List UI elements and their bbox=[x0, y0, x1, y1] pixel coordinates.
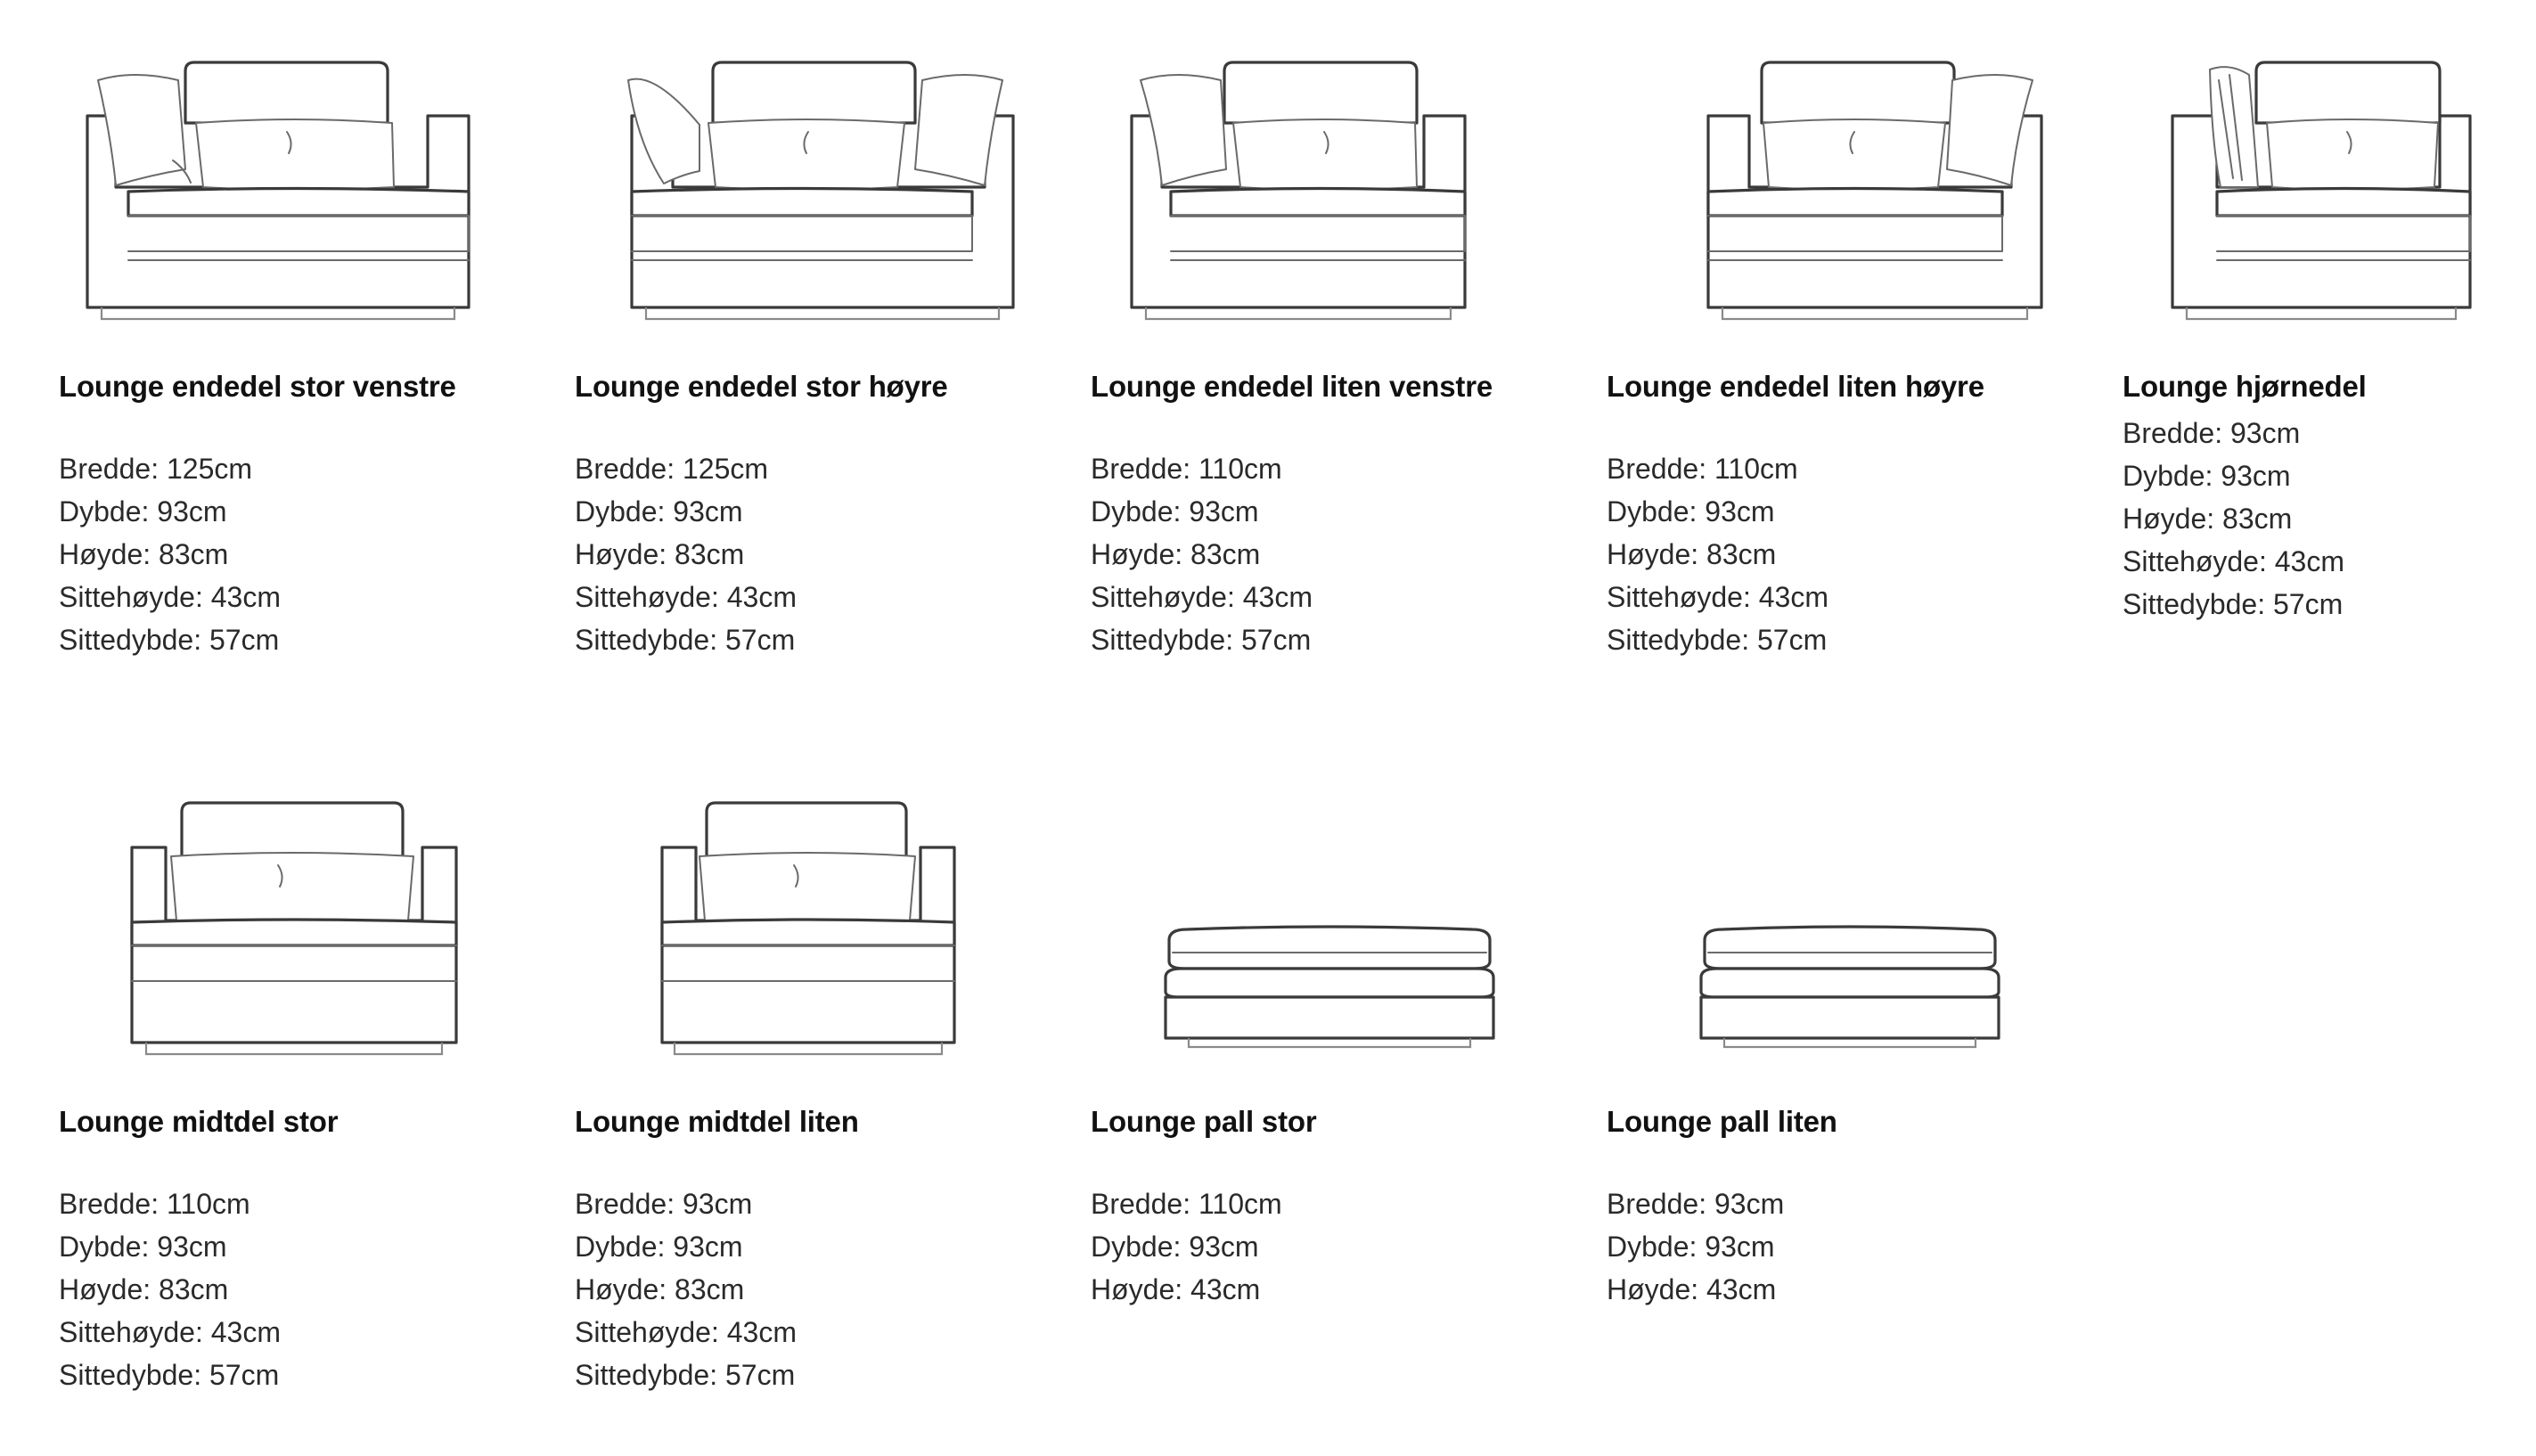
spec-value: 110cm bbox=[1714, 453, 1798, 485]
spec-value: 93cm bbox=[673, 495, 743, 528]
spec-label: Dybde bbox=[59, 495, 142, 528]
spec-row: Bredde: 93cm bbox=[2123, 417, 2301, 449]
product-title: Lounge endedel stor venstre bbox=[59, 370, 456, 403]
spec-label: Høyde bbox=[575, 538, 659, 570]
spec-list bbox=[2123, 412, 2344, 626]
spec-value: 57cm bbox=[725, 1359, 796, 1391]
sofa-end-small-right-icon bbox=[1687, 53, 2061, 330]
spec-label: Sittehøyde bbox=[59, 581, 195, 613]
spec-list bbox=[1607, 447, 1828, 661]
spec-row: Sittedybde: 57cm bbox=[2123, 588, 2344, 620]
product-card bbox=[2123, 53, 2536, 677]
spec-row: Høyde: 83cm bbox=[59, 538, 229, 570]
ottoman-large-icon bbox=[1160, 922, 1499, 1056]
spec-value: 57cm bbox=[1757, 624, 1828, 656]
spec-value: 83cm bbox=[1706, 538, 1777, 570]
product-card bbox=[1607, 53, 2106, 677]
spec-label: Dybde bbox=[575, 495, 658, 528]
spec-label: Bredde bbox=[59, 1188, 151, 1220]
spec-value: 93cm bbox=[1714, 1188, 1785, 1220]
spec-value: 43cm bbox=[726, 1316, 797, 1348]
spec-value: 43cm bbox=[1190, 1273, 1261, 1305]
spec-row: Sittedybde: 57cm bbox=[59, 624, 280, 656]
spec-value: 43cm bbox=[210, 1316, 281, 1348]
spec-value: 93cm bbox=[2221, 460, 2291, 492]
sofa-end-small-left-icon bbox=[1117, 53, 1492, 330]
spec-list bbox=[59, 447, 281, 661]
spec-value: 43cm bbox=[1706, 1273, 1777, 1305]
spec-label: Sittedybde bbox=[59, 1359, 194, 1391]
spec-row: Sittedybde: 57cm bbox=[1091, 624, 1312, 656]
spec-value: 83cm bbox=[159, 1273, 229, 1305]
spec-value: 93cm bbox=[1189, 495, 1259, 528]
spec-label: Sittehøyde bbox=[2123, 545, 2259, 577]
spec-row: Høyde: 83cm bbox=[2123, 503, 2293, 535]
spec-label: Sittedybde bbox=[575, 624, 710, 656]
product-card bbox=[1091, 53, 1590, 677]
spec-row: Dybde: 93cm bbox=[59, 495, 227, 528]
product-card bbox=[1607, 789, 2106, 1412]
spec-label: Dybde bbox=[1091, 1231, 1174, 1263]
spec-row: Sittehøyde: 43cm bbox=[1091, 581, 1313, 613]
spec-row: Bredde: 110cm bbox=[1091, 1188, 1282, 1220]
spec-label: Sittehøyde bbox=[575, 581, 711, 613]
spec-value: 57cm bbox=[2273, 588, 2344, 620]
product-card bbox=[1091, 789, 1590, 1412]
spec-row: Dybde: 93cm bbox=[1607, 1231, 1775, 1263]
spec-label: Bredde bbox=[575, 453, 667, 485]
spec-value: 43cm bbox=[210, 581, 281, 613]
spec-row: Bredde: 110cm bbox=[1607, 453, 1798, 485]
spec-list bbox=[1091, 447, 1313, 661]
spec-label: Sittehøyde bbox=[575, 1316, 711, 1348]
spec-value: 43cm bbox=[2274, 545, 2344, 577]
spec-row: Sittedybde: 57cm bbox=[59, 1359, 280, 1391]
spec-label: Høyde bbox=[59, 1273, 143, 1305]
spec-label: Bredde bbox=[1091, 1188, 1183, 1220]
spec-label: Sittedybde bbox=[1607, 624, 1742, 656]
spec-row: Høyde: 83cm bbox=[575, 1273, 745, 1305]
spec-row: Høyde: 83cm bbox=[1091, 538, 1261, 570]
spec-value: 125cm bbox=[682, 453, 769, 485]
product-title: Lounge endedel liten høyre bbox=[1607, 370, 1984, 403]
spec-label: Dybde bbox=[59, 1231, 142, 1263]
spec-value: 93cm bbox=[673, 1231, 743, 1263]
spec-row: Bredde: 125cm bbox=[59, 453, 253, 485]
spec-row: Høyde: 43cm bbox=[1607, 1273, 1777, 1305]
spec-row: Høyde: 83cm bbox=[1607, 538, 1777, 570]
ottoman-small-icon bbox=[1696, 922, 2004, 1056]
spec-row: Bredde: 110cm bbox=[59, 1188, 250, 1220]
spec-label: Sittehøyde bbox=[1091, 581, 1227, 613]
spec-row: Sittehøyde: 43cm bbox=[59, 581, 281, 613]
spec-value: 110cm bbox=[1198, 453, 1282, 485]
spec-row: Bredde: 110cm bbox=[1091, 453, 1282, 485]
spec-value: 93cm bbox=[2229, 417, 2301, 449]
spec-value: 57cm bbox=[725, 624, 796, 656]
spec-row: Sittehøyde: 43cm bbox=[575, 1316, 797, 1348]
spec-label: Høyde bbox=[1091, 1273, 1175, 1305]
sofa-middle-small-icon bbox=[657, 798, 960, 1065]
spec-label: Høyde bbox=[1607, 538, 1691, 570]
spec-label: Høyde bbox=[59, 538, 143, 570]
spec-row: Bredde: 93cm bbox=[1607, 1188, 1785, 1220]
spec-label: Sittedybde bbox=[1091, 624, 1226, 656]
spec-label: Bredde bbox=[1607, 453, 1699, 485]
spec-value: 83cm bbox=[1190, 538, 1261, 570]
spec-value: 43cm bbox=[726, 581, 797, 613]
spec-value: 125cm bbox=[166, 453, 253, 485]
product-title: Lounge endedel stor høyre bbox=[575, 370, 948, 403]
spec-value: 43cm bbox=[1758, 581, 1828, 613]
spec-label: Dybde bbox=[575, 1231, 658, 1263]
spec-value: 110cm bbox=[1198, 1188, 1282, 1220]
product-title: Lounge midtdel stor bbox=[59, 1105, 339, 1138]
spec-value: 83cm bbox=[675, 1273, 745, 1305]
spec-row: Dybde: 93cm bbox=[2123, 460, 2291, 492]
spec-label: Dybde bbox=[1607, 1231, 1689, 1263]
spec-value: 57cm bbox=[1241, 624, 1312, 656]
spec-list bbox=[59, 1182, 281, 1396]
sofa-middle-large-icon bbox=[125, 798, 463, 1065]
spec-list bbox=[1091, 1182, 1282, 1311]
product-title: Lounge pall liten bbox=[1607, 1105, 1837, 1138]
sofa-end-large-left-icon bbox=[80, 53, 508, 330]
sofa-end-large-right-icon bbox=[601, 53, 1029, 330]
product-card bbox=[59, 53, 558, 677]
product-title: Lounge endedel liten venstre bbox=[1091, 370, 1493, 403]
spec-label: Bredde bbox=[59, 453, 151, 485]
spec-row: Sittehøyde: 43cm bbox=[2123, 545, 2344, 577]
spec-row: Sittedybde: 57cm bbox=[575, 1359, 796, 1391]
spec-label: Bredde bbox=[575, 1188, 667, 1220]
spec-value: 83cm bbox=[159, 538, 229, 570]
spec-label: Høyde bbox=[1607, 1273, 1691, 1305]
spec-row: Dybde: 93cm bbox=[1091, 1231, 1259, 1263]
spec-row: Høyde: 83cm bbox=[59, 1273, 229, 1305]
spec-label: Sittedybde bbox=[2123, 588, 2258, 620]
spec-label: Bredde bbox=[1607, 1188, 1699, 1220]
spec-row: Dybde: 93cm bbox=[1091, 495, 1259, 528]
spec-value: 93cm bbox=[682, 1188, 753, 1220]
spec-value: 83cm bbox=[675, 538, 745, 570]
spec-value: 93cm bbox=[1705, 1231, 1775, 1263]
spec-row: Sittehøyde: 43cm bbox=[1607, 581, 1828, 613]
product-title: Lounge midtdel liten bbox=[575, 1105, 859, 1138]
sofa-corner-icon bbox=[2167, 53, 2488, 330]
spec-row: Høyde: 43cm bbox=[1091, 1273, 1261, 1305]
spec-label: Dybde bbox=[1091, 495, 1174, 528]
spec-row: Dybde: 93cm bbox=[1607, 495, 1775, 528]
spec-label: Dybde bbox=[2123, 460, 2205, 492]
spec-value: 57cm bbox=[209, 624, 280, 656]
spec-row: Høyde: 83cm bbox=[575, 538, 745, 570]
spec-row: Sittedybde: 57cm bbox=[1607, 624, 1828, 656]
spec-label: Bredde bbox=[2123, 417, 2215, 449]
spec-label: Høyde bbox=[1091, 538, 1175, 570]
spec-label: Sittedybde bbox=[59, 624, 194, 656]
spec-row: Sittehøyde: 43cm bbox=[575, 581, 797, 613]
spec-list bbox=[1607, 1182, 1784, 1311]
spec-label: Sittehøyde bbox=[1607, 581, 1743, 613]
product-card bbox=[575, 789, 1074, 1412]
product-title: Lounge pall stor bbox=[1091, 1105, 1317, 1138]
spec-row: Sittehøyde: 43cm bbox=[59, 1316, 281, 1348]
spec-row: Bredde: 93cm bbox=[575, 1188, 753, 1220]
spec-value: 93cm bbox=[1705, 495, 1775, 528]
spec-list bbox=[575, 1182, 797, 1396]
product-card bbox=[59, 789, 558, 1412]
spec-label: Sittedybde bbox=[575, 1359, 710, 1391]
spec-row: Bredde: 125cm bbox=[575, 453, 769, 485]
spec-row: Dybde: 93cm bbox=[575, 495, 743, 528]
spec-row: Dybde: 93cm bbox=[59, 1231, 227, 1263]
spec-value: 43cm bbox=[1242, 581, 1313, 613]
spec-value: 83cm bbox=[2222, 503, 2293, 535]
spec-row: Sittedybde: 57cm bbox=[575, 624, 796, 656]
spec-label: Høyde bbox=[2123, 503, 2207, 535]
spec-value: 110cm bbox=[166, 1188, 250, 1220]
product-card bbox=[575, 53, 1074, 677]
spec-value: 93cm bbox=[157, 495, 227, 528]
spec-value: 93cm bbox=[1189, 1231, 1259, 1263]
product-title: Lounge hjørnedel bbox=[2123, 370, 2367, 403]
spec-label: Sittehøyde bbox=[59, 1316, 195, 1348]
spec-label: Høyde bbox=[575, 1273, 659, 1305]
spec-value: 93cm bbox=[157, 1231, 227, 1263]
spec-value: 57cm bbox=[209, 1359, 280, 1391]
spec-list bbox=[575, 447, 797, 661]
spec-row: Dybde: 93cm bbox=[575, 1231, 743, 1263]
spec-label: Dybde bbox=[1607, 495, 1689, 528]
spec-label: Bredde bbox=[1091, 453, 1183, 485]
